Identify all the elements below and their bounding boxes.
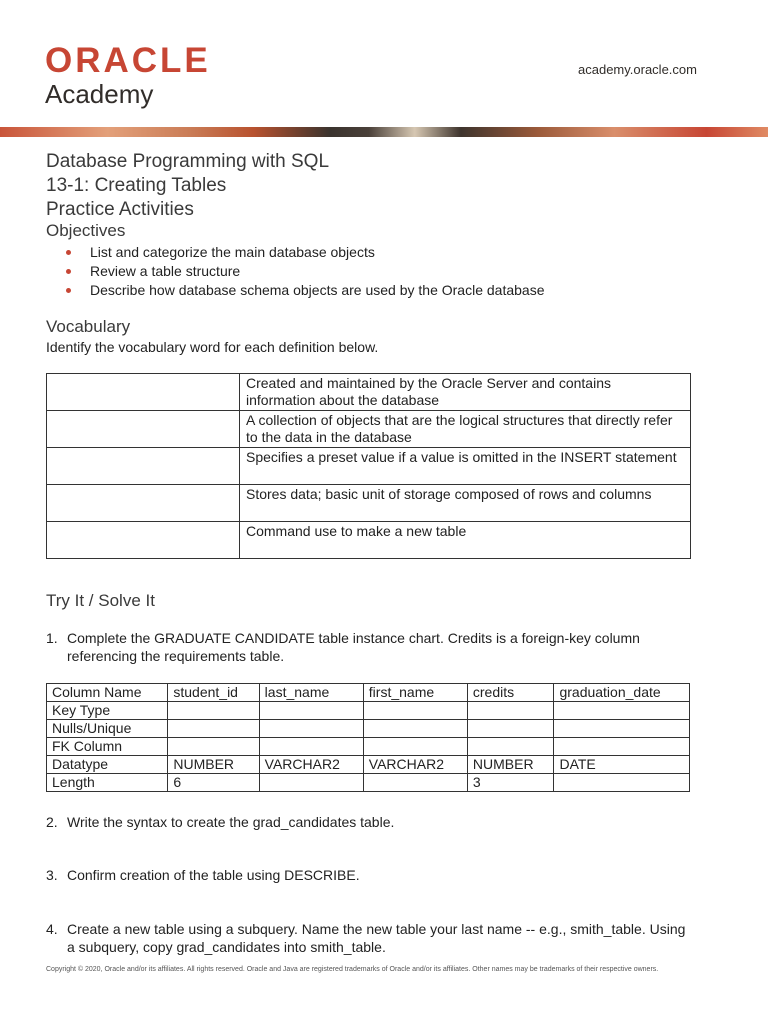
document-titles bbox=[46, 150, 329, 222]
table-cell: VARCHAR2 bbox=[259, 756, 363, 774]
table-row bbox=[47, 720, 690, 738]
lesson-title: 13-1: Creating Tables bbox=[46, 175, 227, 196]
vocab-definition: Created and maintained by the Oracle Server and contains information about the database bbox=[240, 374, 691, 411]
oracle-logo: ORACLE bbox=[45, 41, 211, 80]
table-row bbox=[47, 774, 690, 792]
list-item: Describe how database schema objects are used by the Oracle database bbox=[66, 281, 545, 300]
vocab-answer-cell[interactable] bbox=[47, 522, 240, 559]
vocab-answer-cell[interactable] bbox=[47, 374, 240, 411]
table-cell[interactable] bbox=[363, 774, 467, 792]
table-row bbox=[47, 448, 691, 485]
question-text: Write the syntax to create the grad_candidates table. bbox=[67, 814, 395, 830]
bullet-icon bbox=[66, 288, 71, 293]
activity-title: Practice Activities bbox=[46, 199, 194, 220]
table-cell[interactable] bbox=[467, 702, 554, 720]
course-title: Database Programming with SQL bbox=[46, 151, 330, 172]
row-label: Datatype bbox=[47, 756, 168, 774]
row-label: Nulls/Unique bbox=[47, 720, 168, 738]
list-item: Review a table structure bbox=[66, 262, 545, 281]
vocab-answer-cell[interactable] bbox=[47, 411, 240, 448]
question-2 bbox=[46, 813, 697, 831]
vocab-answer-cell[interactable] bbox=[47, 485, 240, 522]
academy-logo-text: Academy bbox=[45, 79, 154, 109]
objectives-list bbox=[66, 243, 545, 300]
table-row bbox=[47, 411, 691, 448]
table-cell[interactable] bbox=[554, 774, 690, 792]
question-number: 1. bbox=[46, 630, 58, 646]
vocabulary-heading: Vocabulary bbox=[46, 317, 131, 336]
table-cell[interactable] bbox=[168, 720, 259, 738]
table-cell[interactable] bbox=[554, 738, 690, 756]
table-cell[interactable] bbox=[363, 720, 467, 738]
question-number: 2. bbox=[46, 814, 58, 830]
question-3 bbox=[46, 866, 697, 884]
vocabulary-table bbox=[46, 373, 691, 559]
table-row bbox=[47, 738, 690, 756]
vocab-definition: Specifies a preset value if a value is omitted in the INSERT statement bbox=[240, 448, 691, 485]
table-row bbox=[47, 702, 690, 720]
column-header: Column Name bbox=[47, 684, 168, 702]
question-1 bbox=[46, 629, 697, 665]
table-header-row bbox=[47, 684, 690, 702]
copyright-footer: Copyright © 2020, Oracle and/or its affiliates. All rights reserved. Oracle and Java are registered trademarks of Oracle and/or its affiliates. Other names may be trademarks of their respective owners. bbox=[46, 966, 659, 973]
vocabulary-instruction: Identify the vocabulary word for each definition below. bbox=[46, 339, 379, 355]
table-cell: 6 bbox=[168, 774, 259, 792]
table-cell[interactable] bbox=[259, 720, 363, 738]
table-cell[interactable] bbox=[259, 702, 363, 720]
question-number: 3. bbox=[46, 867, 58, 883]
bullet-icon bbox=[66, 250, 71, 255]
question-4 bbox=[46, 920, 697, 956]
table-cell[interactable] bbox=[467, 720, 554, 738]
question-text: Confirm creation of the table using DESCRIBE. bbox=[67, 867, 360, 883]
column-header: student_id bbox=[168, 684, 259, 702]
question-number: 4. bbox=[46, 921, 58, 937]
table-cell[interactable] bbox=[554, 720, 690, 738]
table-row bbox=[47, 522, 691, 559]
question-text: Create a new table using a subquery. Name the new table your last name -- e.g., smith_table. Using a subquery, copy grad_candidates into smith_table. bbox=[67, 921, 686, 955]
vocab-answer-cell[interactable] bbox=[47, 448, 240, 485]
vocab-definition: Stores data; basic unit of storage composed of rows and columns bbox=[240, 485, 691, 522]
question-text: Complete the GRADUATE CANDIDATE table instance chart. Credits is a foreign-key column referencing the requirements table. bbox=[67, 630, 640, 664]
table-cell[interactable] bbox=[259, 774, 363, 792]
table-cell: NUMBER bbox=[467, 756, 554, 774]
column-header: graduation_date bbox=[554, 684, 690, 702]
row-label: Length bbox=[47, 774, 168, 792]
table-row bbox=[47, 756, 690, 774]
graduate-candidate-table bbox=[46, 683, 690, 792]
table-cell[interactable] bbox=[168, 702, 259, 720]
decorative-banner bbox=[0, 127, 768, 137]
try-it-heading: Try It / Solve It bbox=[46, 591, 155, 610]
row-label: FK Column bbox=[47, 738, 168, 756]
objectives-heading: Objectives bbox=[46, 221, 126, 240]
table-cell: 3 bbox=[467, 774, 554, 792]
vocab-definition: Command use to make a new table bbox=[240, 522, 691, 559]
table-cell[interactable] bbox=[168, 738, 259, 756]
column-header: last_name bbox=[259, 684, 363, 702]
list-item: List and categorize the main database objects bbox=[66, 243, 545, 262]
table-row bbox=[47, 374, 691, 411]
column-header: credits bbox=[467, 684, 554, 702]
column-header: first_name bbox=[363, 684, 467, 702]
table-cell[interactable] bbox=[259, 738, 363, 756]
table-cell: DATE bbox=[554, 756, 690, 774]
bullet-icon bbox=[66, 269, 71, 274]
site-url[interactable]: academy.oracle.com bbox=[578, 62, 697, 77]
table-row bbox=[47, 485, 691, 522]
vocab-definition: A collection of objects that are the logical structures that directly refer to the data in the database bbox=[240, 411, 691, 448]
table-cell[interactable] bbox=[363, 738, 467, 756]
row-label: Key Type bbox=[47, 702, 168, 720]
table-cell[interactable] bbox=[467, 738, 554, 756]
table-cell: NUMBER bbox=[168, 756, 259, 774]
table-cell[interactable] bbox=[554, 702, 690, 720]
table-cell: VARCHAR2 bbox=[363, 756, 467, 774]
table-cell[interactable] bbox=[363, 702, 467, 720]
